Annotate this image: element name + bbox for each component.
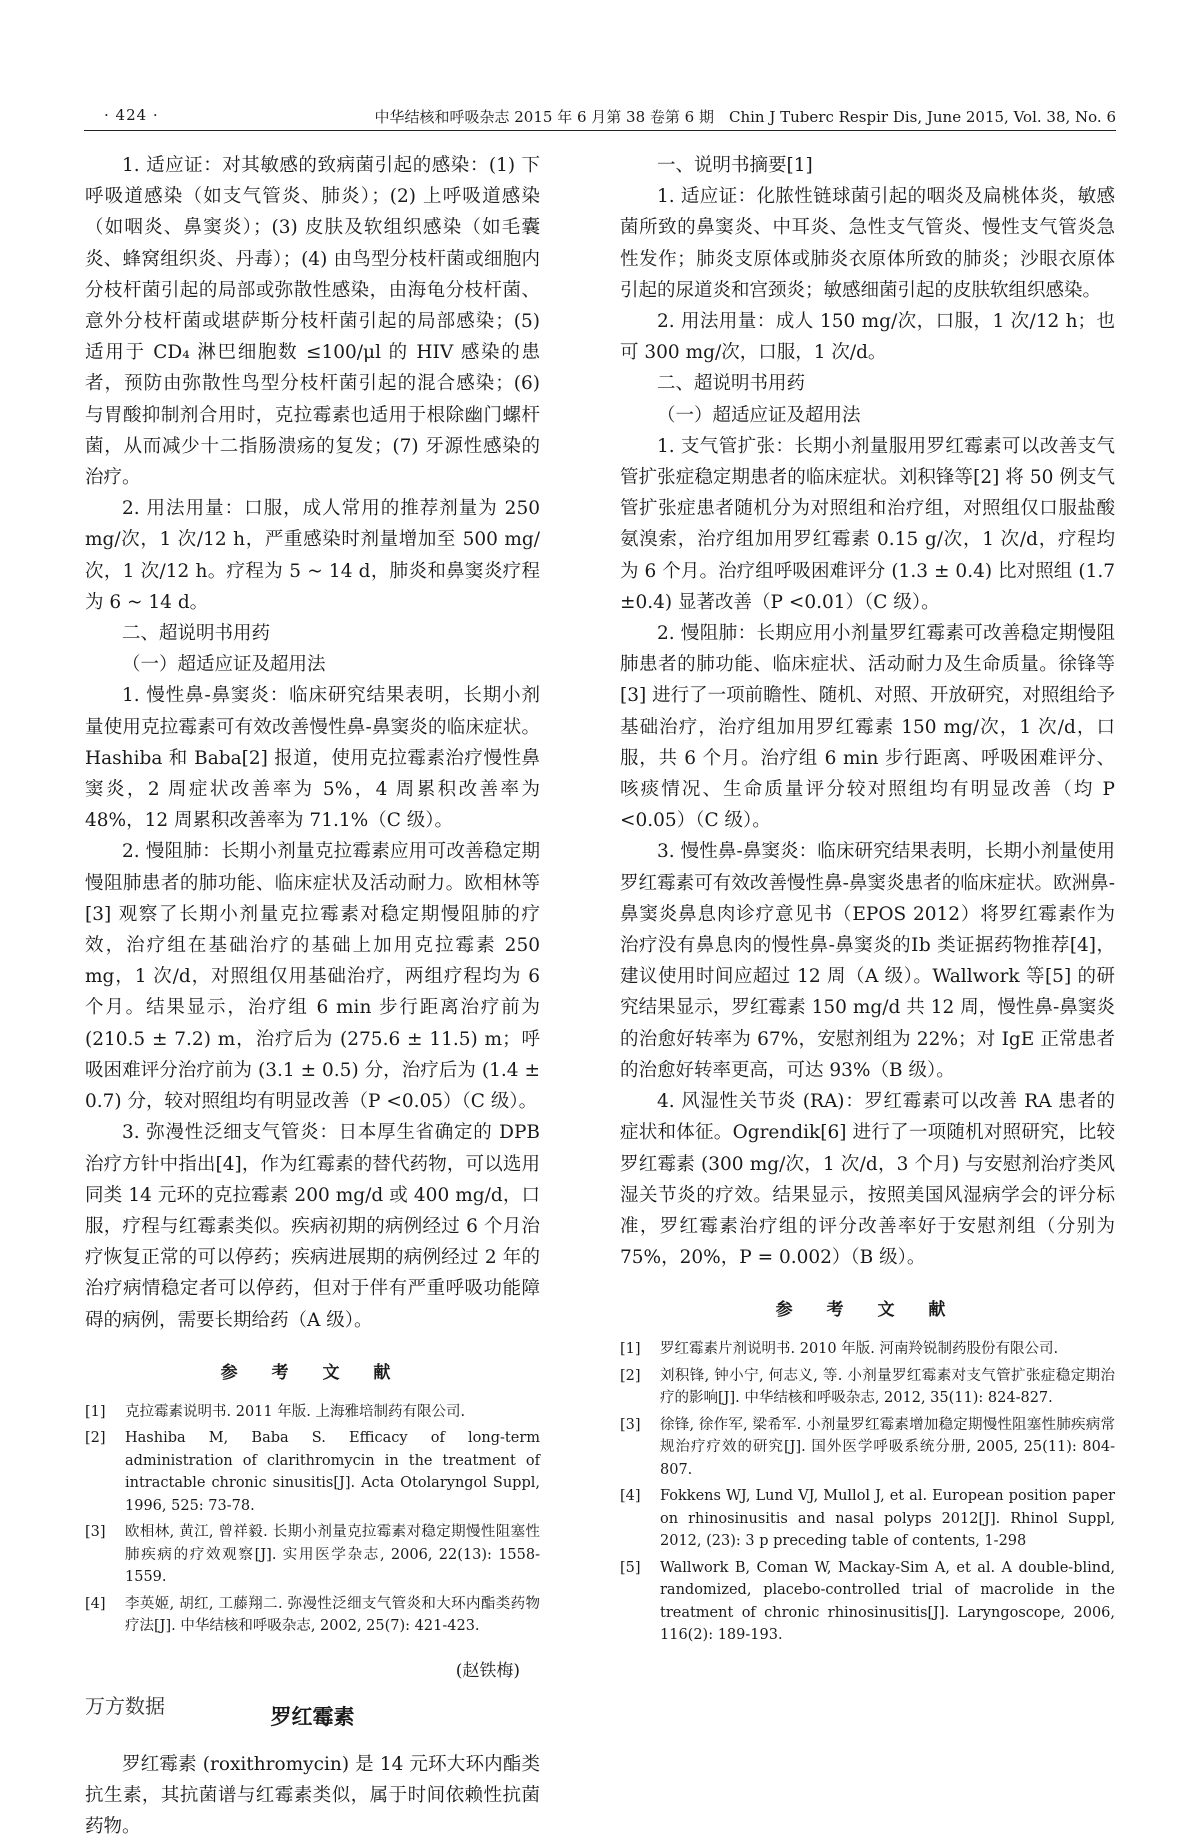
section-heading: 二、超说明书用药: [122, 623, 271, 645]
footer-watermark: 万方数据: [85, 1694, 165, 1718]
reference-number: [3]: [620, 1416, 641, 1433]
section-heading: 一、说明书摘要[1]: [657, 155, 813, 176]
references-list: [620, 1338, 1115, 1647]
reference-text: 李英姬, 胡红, 工藤翔二. 弥漫性泛细支气管炎和大环内酯类药物疗法[J]. 中华结核和呼吸杂志, 2002, 25(7): 421-423.: [125, 1595, 540, 1635]
reference-text: Fokkens WJ, Lund VJ, Mullol J, et al. European position paper on rhinosinusitis and nasal polyps 2012[J]. Rhinol Suppl, 2012, (23): 3 p preceding table of contents, 1-298: [660, 1488, 1115, 1550]
drug-title: 罗红霉素: [270, 1704, 355, 1729]
reference-item: [620, 1365, 1115, 1410]
paragraph: 3. 弥漫性泛细支气管炎：日本厚生省确定的 DPB 治疗方针中指出[4]，作为红霉素的替代药物，可以选用同类 14 元环的克拉霉素 200 mg/d 或 400 mg/d，口服，疗程与红霉素类似。疾病初期的病例经过 6 个月治疗恢复正常的可以停药；疾病进展期的病例经过 2 年的治疗病情稳定者可以停药，但对于伴有严重呼吸功能障碍的病例，需要长期给药（A 级）。: [85, 1122, 540, 1331]
reference-text: 刘积锋, 钟小宁, 何志义, 等. 小剂量罗红霉素对支气管扩张症稳定期治疗的影响[J]. 中华结核和呼吸杂志, 2012, 35(11): 824-827.: [660, 1367, 1115, 1407]
reference-number: [4]: [620, 1488, 641, 1505]
paragraph: 1. 适应证：化脓性链球菌引起的咽炎及扁桃体炎，敏感菌所致的鼻窦炎、中耳炎、急性支气管炎、慢性支气管炎急性发作；肺炎支原体或肺炎衣原体所致的肺炎；沙眼衣原体引起的尿道炎和宫颈炎；敏感细菌引起的皮肤软组织感染。: [620, 186, 1115, 301]
reference-item: [620, 1557, 1115, 1647]
reference-item: [620, 1485, 1115, 1553]
reference-item: [620, 1338, 1115, 1361]
paragraph: 1. 支气管扩张：长期小剂量服用罗红霉素可以改善支气管扩张症稳定期患者的临床症状。刘积锋等[2] 将 50 例支气管扩张症患者随机分为对照组和治疗组，对照组仅口服盐酸氨溴索，治疗组加用罗红霉素 0.15 g/次，1 次/d，疗程均为 6 个月。治疗组呼吸困难评分 (1.3 ± 0.4) 比对照组 (1.7 ±0.4) 显著改善（P <0.01）（C 级）。: [620, 435, 1115, 613]
reference-text: 罗红霉素片剂说明书. 2010 年版. 河南羚锐制药股份有限公司.: [660, 1341, 1059, 1358]
subsection-heading: （一）超适应证及超用法: [122, 654, 326, 676]
reference-number: [2]: [620, 1367, 641, 1384]
reference-text: Hashiba M, Baba S. Efficacy of long-term administration of clarithromycin in the treatment of intractable chronic sinusitis[J]. Acta Otolaryngol Suppl, 1996, 525: 73-78.: [125, 1430, 540, 1514]
reference-number: [5]: [620, 1559, 641, 1576]
section-heading: 二、超说明书用药: [657, 373, 806, 395]
subsection-heading: （一）超适应证及超用法: [657, 404, 861, 426]
references-heading: 参 考 文 献: [220, 1362, 405, 1383]
drug-intro: 罗红霉素 (roxithromycin) 是 14 元环大环内酯类抗生素，其抗菌谱与红霉素类似，属于时间依赖性抗菌药物。: [85, 1753, 540, 1838]
paragraph: 4. 风湿性关节炎 (RA)：罗红霉素可以改善 RA 患者的症状和体征。Ogrendik[6] 进行了一项随机对照研究，比较罗红霉素 (300 mg/次，1 次/d，3 个月) 与安慰剂治疗类风湿关节炎的疗效。结果显示，按照美国风湿病学会的评分标准，罗红霉素治疗组的评分改善率好于安慰剂组（分别为 75%，20%，P = 0.002）（B 级）。: [620, 1091, 1115, 1269]
reference-text: 徐锋, 徐作军, 梁希军. 小剂量罗红霉素增加稳定期慢性阻塞性肺疾病常规治疗疗效的研究[J]. 国外医学呼吸系统分册, 2005, 25(11): 804-807.: [660, 1416, 1115, 1478]
reference-item: [85, 1401, 540, 1424]
paragraph: 2. 用法用量：成人 150 mg/次，口服，1 次/12 h；也可 300 mg/次，口服，1 次/d。: [620, 311, 1115, 364]
journal-citation: 中华结核和呼吸杂志 2015 年 6 月第 38 卷第 6 期 Chin J Tuberc Respir Dis, June 2015, Vol. 38, No. 6: [374, 108, 1116, 126]
paragraph: 2. 用法用量：口服，成人常用的推荐剂量为 250 mg/次，1 次/12 h，严重感染时剂量增加至 500 mg/次，1 次/12 h。疗程为 5 ~ 14 d，肺炎和鼻窦炎疗程为 6 ~ 14 d。: [85, 498, 540, 613]
paragraph: 2. 慢阻肺：长期小剂量克拉霉素应用可改善稳定期慢阻肺患者的肺功能、临床症状及活动耐力。欧相林等[3] 观察了长期小剂量克拉霉素对稳定期慢阻肺的疗效，治疗组在基础治疗的基础上加用克拉霉素 250 mg，1 次/d，对照组仅用基础治疗，两组疗程均为 6 个月。结果显示，治疗组 6 min 步行距离治疗前为 (210.5 ± 7.2) m，治疗后为 (275.6 ± 11.5) m；呼吸困难评分治疗前为 (3.1 ± 0.5) 分，治疗后为 (1.4 ± 0.7) 分，较对照组均有明显改善（P <0.05）（C 级）。: [85, 841, 540, 1113]
page-header: [84, 104, 1116, 131]
reference-item: [85, 1521, 540, 1589]
paragraph: 1. 适应证：对其敏感的致病菌引起的感染：(1) 下呼吸道感染（如支气管炎、肺炎）；(2) 上呼吸道感染（如咽炎、鼻窦炎）；(3) 皮肤及软组织感染（如毛囊炎、蜂窝组织炎、丹毒）；(4) 由鸟型分枝杆菌或细胞内分枝杆菌引起的局部或弥散性感染，由海龟分枝杆菌、意外分枝杆菌或堪萨斯分枝杆菌引起的局部感染；(5) 适用于 CD₄ 淋巴细胞数 ≤100/μl 的 HIV 感染的患者，预防由弥散性鸟型分枝杆菌引起的混合感染；(6) 与胃酸抑制剂合用时，克拉霉素也适用于根除幽门螺杆菌，从而减少十二指肠溃疡的复发；(7) 牙源性感染的治疗。: [85, 155, 540, 489]
left-column: [85, 150, 540, 1842]
reference-number: [4]: [85, 1595, 106, 1612]
references-list: [85, 1401, 540, 1638]
reference-text: Wallwork B, Coman W, Mackay-Sim A, et al. A double-blind, randomized, placebo-controlled trial of macrolide in the treatment of chronic rhinosinusitis[J]. Laryngoscope, 2006, 116(2): 189-193.: [660, 1559, 1115, 1644]
reference-number: [3]: [85, 1524, 106, 1541]
reference-item: [85, 1427, 540, 1517]
reference-number: [2]: [85, 1430, 106, 1447]
paragraph: 2. 慢阻肺：长期应用小剂量罗红霉素可改善稳定期慢阻肺患者的肺功能、临床症状、活动耐力及生命质量。徐锋等[3] 进行了一项前瞻性、随机、对照、开放研究，对照组给予基础治疗，治疗组加用罗红霉素 150 mg/次，1 次/d，口服，共 6 个月。治疗组 6 min 步行距离、呼吸困难评分、咳痰情况、生命质量评分较对照组均有明显改善（均 P <0.05）（C 级）。: [620, 623, 1115, 832]
right-column: [620, 150, 1115, 1651]
references-heading: 参 考 文 献: [775, 1300, 960, 1321]
reference-number: [1]: [620, 1341, 641, 1358]
paragraph: 3. 慢性鼻-鼻窦炎：临床研究结果表明，长期小剂量使用罗红霉素可有效改善慢性鼻-鼻窦炎患者的临床症状。欧洲鼻-鼻窦炎鼻息肉诊疗意见书（EPOS 2012）将罗红霉素作为治疗没有鼻息肉的慢性鼻-鼻窦炎的Ⅰb 类证据药物推荐[4]，建议使用时间应超过 12 周（A 级）。Wallwork 等[5] 的研究结果显示，罗红霉素 150 mg/d 共 12 周，慢性鼻-鼻窦炎的治愈好转率为 67%，安慰剂组为 22%；对 IgE 正常患者的治愈好转率更高，可达 93%（B 级）。: [620, 841, 1115, 1081]
reference-text: 克拉霉素说明书. 2011 年版. 上海雅培制药有限公司.: [125, 1403, 466, 1420]
reference-item: [85, 1593, 540, 1638]
page-number: · 424 ·: [104, 106, 159, 124]
paragraph: 1. 慢性鼻-鼻窦炎：临床研究结果表明，长期小剂量使用克拉霉素可有效改善慢性鼻-鼻窦炎的临床症状。Hashiba 和 Baba[2] 报道，使用克拉霉素治疗慢性鼻窦炎，2 周症状改善率为 5%，4 周累积改善率为 48%，12 周累积改善率为 71.1%（C 级）。: [85, 685, 540, 832]
reference-text: 欧相林, 黄江, 曾祥毅. 长期小剂量克拉霉素对稳定期慢性阻塞性肺疾病的疗效观察[J]. 实用医学杂志, 2006, 22(13): 1558-1559.: [125, 1524, 540, 1586]
editor-signoff: (赵铁梅): [455, 1660, 520, 1681]
reference-number: [1]: [85, 1403, 106, 1420]
reference-item: [620, 1414, 1115, 1482]
